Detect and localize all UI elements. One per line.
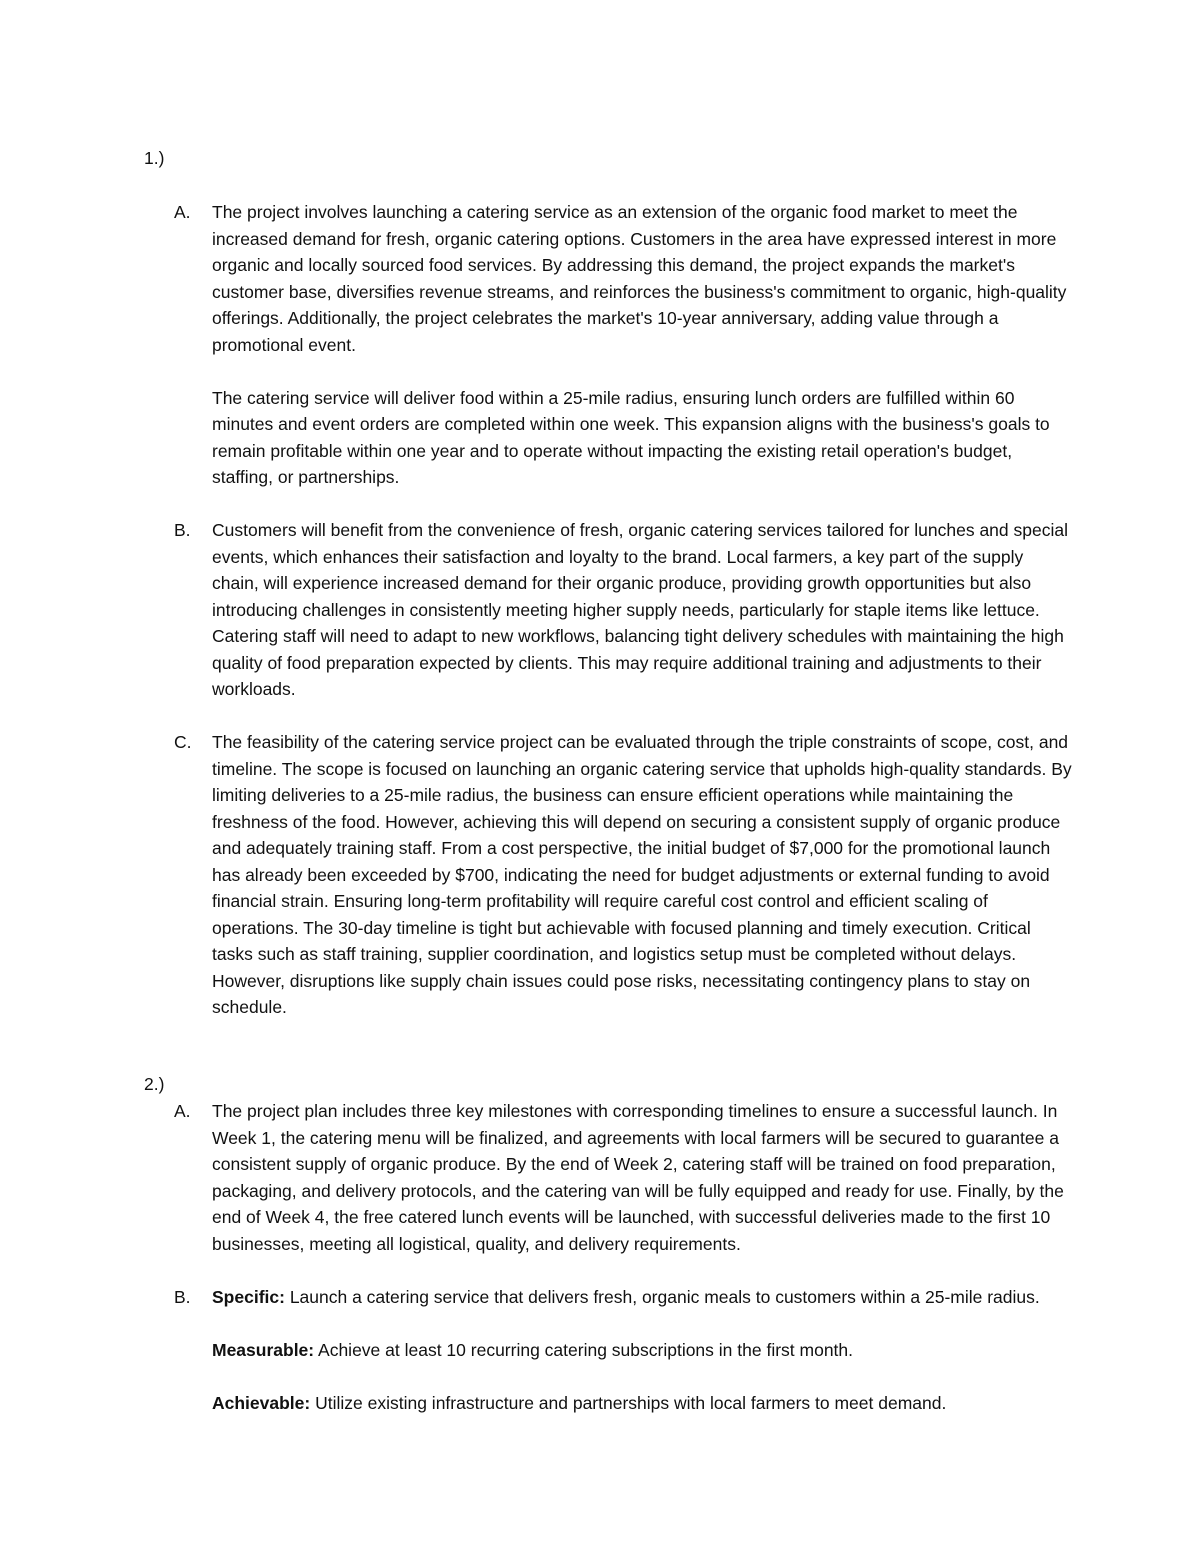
smart-specific-text: Launch a catering service that delivers fresh, organic meals to customers within a 25-mile radius.	[284, 1287, 1040, 1307]
item-letter: A.	[174, 1101, 191, 1121]
item-paragraph: The project involves launching a catering service as an extension of the organic food market to meet the increased demand for fresh, organic catering options. Customers in the area have expressed interest in more organic and locally sourced food services. By addressing this demand, the project expands the market's customer base, diversifies revenue streams, and reinforces the business's commitment to organic, high-quality offerings. Additionally, the project celebrates the market's 10-year anniversary, adding value through a promotional event.	[212, 202, 1067, 355]
smart-achievable-text: Utilize existing infrastructure and partnerships with local farmers to meet demand.	[310, 1393, 947, 1413]
smart-measurable-label: Measurable:	[212, 1340, 315, 1360]
smart-measurable-text: Achieve at least 10 recurring catering subscriptions in the first month.	[314, 1340, 854, 1360]
section-1-item-b	[174, 517, 1074, 703]
section-2-item-b	[174, 1284, 1074, 1417]
item-paragraph: The project plan includes three key milestones with corresponding timelines to ensure a successful launch. In Week 1, the catering menu will be finalized, and agreements with local farmers will be secured to guarantee a consistent supply of organic produce. By the end of Week 2, catering staff will be trained on food preparation, packaging, and delivery protocols, and the catering van will be fully equipped and ready for use. Finally, by the end of Week 4, the free catered lunch events will be launched, with successful deliveries made to the first 10 businesses, meeting all logistical, quality, and delivery requirements.	[212, 1101, 1064, 1254]
smart-achievable	[212, 1390, 1072, 1417]
smart-measurable	[212, 1337, 1072, 1364]
item-paragraph: The feasibility of the catering service project can be evaluated through the triple constraints of scope, cost, and timeline. The scope is focused on launching an organic catering service that upholds high-quality standards. By limiting deliveries to a 25-mile radius, the business can ensure efficient operations while maintaining the freshness of the food. However, achieving this will depend on securing a consistent supply of organic produce and adequately training staff. From a cost perspective, the initial budget of $7,000 for the promotional launch has already been exceeded by $700, indicating the need for budget adjustments or external funding to avoid financial strain. Ensuring long-term profitability will require careful cost control and efficient scaling of operations. The 30-day timeline is tight but achievable with focused planning and timely execution. Critical tasks such as staff training, supplier coordination, and logistics setup must be completed without delays. However, disruptions like supply chain issues could pose risks, necessitating contingency plans to stay on schedule.	[212, 732, 1072, 1017]
item-letter: B.	[174, 520, 191, 540]
section-1-item-c	[174, 729, 1074, 1021]
item-letter: C.	[174, 732, 192, 752]
section-1-item-a	[174, 199, 1074, 491]
smart-specific	[212, 1284, 1072, 1311]
item-paragraph: The catering service will deliver food within a 25-mile radius, ensuring lunch orders are fulfilled within 60 minutes and event orders are completed within one week. This expansion aligns with the business's goals to remain profitable within one year and to operate without impacting the existing retail operation's budget, staffing, or partnerships.	[212, 387, 1050, 487]
smart-achievable-label: Achievable:	[212, 1393, 311, 1413]
item-paragraph: Customers will benefit from the convenience of fresh, organic catering services tailored for lunches and special events, which enhances their satisfaction and loyalty to the brand. Local farmers, a key part of the supply chain, will experience increased demand for their organic produce, providing growth opportunities but also introducing challenges in consistently meeting higher supply needs, particularly for staple items like lettuce. Catering staff will need to adapt to new workflows, balancing tight delivery schedules with maintaining the high quality of food preparation expected by clients. This may require additional training and adjustments to their workloads.	[212, 520, 1068, 699]
smart-specific-label: Specific:	[212, 1287, 285, 1307]
section-1-number: 1.)	[144, 148, 165, 168]
item-letter: B.	[174, 1287, 191, 1307]
section-2-number: 2.)	[144, 1074, 165, 1094]
item-letter: A.	[174, 202, 191, 222]
section-2-item-a	[174, 1098, 1074, 1257]
